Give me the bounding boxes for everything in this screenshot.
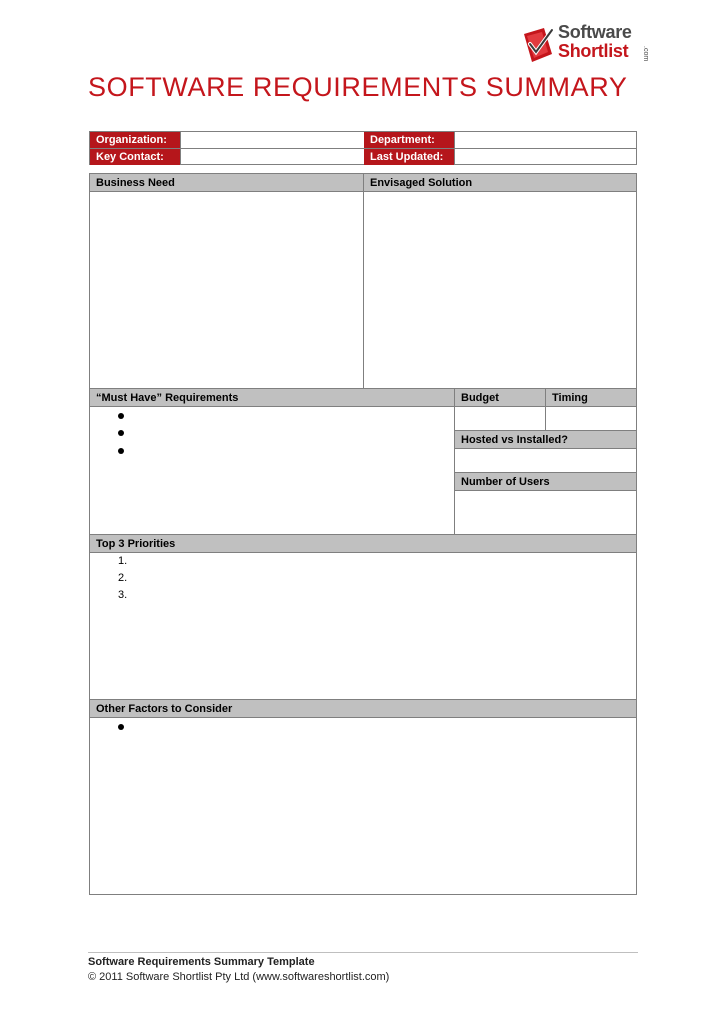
checkmark-logo-icon [522,24,556,64]
department-field[interactable] [454,132,636,148]
must-have-header: “Must Have” Requirements [90,389,454,406]
need-solution-section [89,173,637,389]
budget-header: Budget [455,389,545,406]
other-factors-section [89,699,637,895]
department-label: Department: [364,132,454,148]
key-contact-label: Key Contact: [90,149,180,165]
logo-text-software: Software [558,22,632,42]
business-need-field[interactable] [90,192,363,388]
footer-copyright: © 2011 Software Shortlist Pty Ltd (www.softwareshortlist.com) [88,971,390,983]
envisaged-solution-field[interactable] [364,192,636,388]
business-need-header: Business Need [90,174,363,191]
bullet-icon [118,430,124,436]
must-have-field[interactable] [90,407,454,534]
info-table [89,131,637,165]
organization-label: Organization: [90,132,180,148]
page-title: SOFTWARE REQUIREMENTS SUMMARY [88,72,628,102]
users-field[interactable] [455,491,636,534]
hosted-header: Hosted vs Installed? [455,431,636,448]
bullet-icon [118,724,124,730]
priorities-header: Top 3 Priorities [90,535,636,552]
priorities-field[interactable] [90,553,636,699]
info-divider [454,132,455,164]
key-contact-field[interactable] [180,149,364,165]
envisaged-solution-header: Envisaged Solution [364,174,636,191]
info-divider [90,148,636,149]
users-header: Number of Users [455,473,636,490]
logo-text-shortlist: Shortlist [558,41,629,61]
priority-number: 2. [118,572,128,584]
info-divider [180,132,181,164]
bullet-icon [118,413,124,419]
hosted-field[interactable] [455,449,636,472]
timing-field[interactable] [546,407,636,430]
requirements-section [89,388,637,535]
footer-title: Software Requirements Summary Template [88,956,315,968]
timing-header: Timing [546,389,636,406]
bullet-icon [118,448,124,454]
priority-number: 1. [118,555,128,567]
priority-number: 3. [118,589,128,601]
budget-field[interactable] [455,407,545,430]
logo-text-com: .com [642,46,649,62]
last-updated-label: Last Updated: [364,149,454,165]
last-updated-field[interactable] [454,149,636,165]
software-shortlist-logo [522,22,652,68]
other-factors-field[interactable] [90,718,636,894]
footer-divider [88,952,638,953]
priorities-section [89,534,637,700]
other-factors-header: Other Factors to Consider [90,700,636,717]
